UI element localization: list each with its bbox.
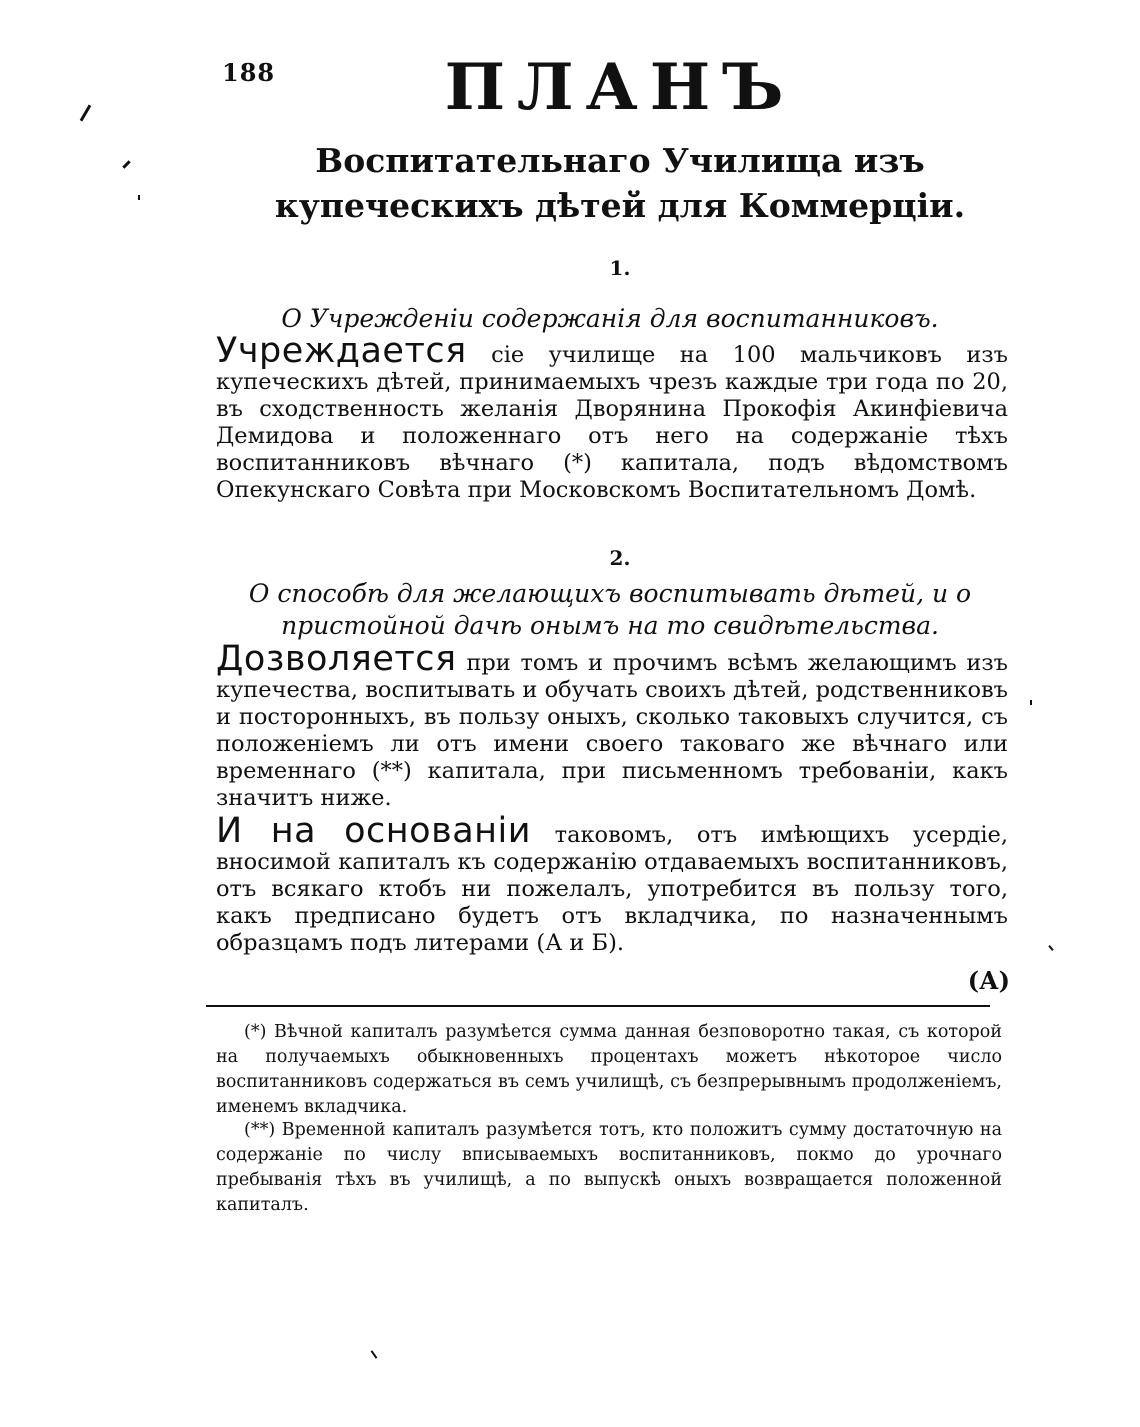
page-number: 188 [222,58,276,87]
section-1-number: 1. [609,256,631,280]
section-1-heading: О Учрежденіи содержанія для воспитанниковъ. [281,304,939,333]
scan-speck [371,1350,378,1359]
paragraph-text: сіе училище на 100 мальчиковъ изъ купеческихъ дѣтей, принимаемыхъ чрезъ каждые три года по 20, въ сходственность желанія Дворянина Прокофія Акинфіевича Демидова и положеннаго отъ него на содержаніе тѣхъ воспитанниковъ вѣчнаго (*) капитала, подъ вѣдомствомъ Опекунскаго Совѣта при Московскомъ Воспитательномъ Домѣ. [216,342,1008,503]
section-1-paragraph [216,331,1008,504]
scan-speck [1030,700,1032,705]
scan-speck [122,160,130,168]
paragraph-text: при томъ и прочимъ всѣмъ желающимъ изъ купечества, воспитывать и обучать своихъ дѣтей, родственниковъ и посторонныхъ, въ пользу оныхъ, сколько таковыхъ случится, съ положеніемъ ли отъ имени своего таковаго же вѣчнаго или временнаго (**) капитала, при письменномъ требованіи, какъ значитъ ниже. [216,650,1008,811]
section-2-heading: О способѣ для желающихъ воспитывать дѣтей, и о пристойной дачѣ онымъ на то свидѣтельства. [248,579,972,640]
scan-speck [80,104,92,121]
footnote-1: (*) Вѣчной капиталъ разумѣется сумма данная безповоротно такая, съ которой на получаемыхъ обыкновенныхъ процентахъ можетъ нѣкоторое число воспитанниковъ содержаться въ семъ училищѣ, съ безпрерывнымъ продолженіемъ, именемъ вкладчика. [216,1022,1002,1117]
page-subtitle: Воспитательнаго Училища изъ купеческихъ дѣтей для Коммерціи. [274,141,966,225]
paragraph-lead-word: Учреждается [216,331,467,371]
section-2-paragraph-2 [216,811,1008,957]
paragraph-lead-word: И на основаніи [216,811,532,851]
scan-speck [1048,945,1053,951]
footnote-divider [206,1005,990,1007]
footnote-2: (**) Временной капиталъ разумѣется тотъ, кто положитъ сумму достаточную на содержаніе по числу вписываемыхъ воспитанниковъ, покмо до урочнаго пребыванія тѣхъ въ училищѣ, а по выпускѣ оныхъ возвращается положенной капиталъ. [216,1120,1002,1215]
paragraph-lead-word: Дозволяется [216,639,457,679]
scan-speck [138,195,140,200]
paragraph-text: таковомъ, отъ имѣющихъ усердіе, вносимой капиталъ къ содержанію отдаваемыхъ воспитанниковъ, отъ всякаго ктобъ ни пожелалъ, употребится въ пользу того, какъ предписано будетъ отъ вкладчика, по назначеннымъ образцамъ подъ литерами (А и Б). [216,822,1008,956]
section-2-paragraph-1 [216,639,1008,812]
page-title: ПЛАНЪ [444,50,796,125]
continuation-marker: (А) [967,966,1010,995]
section-2-number: 2. [609,546,631,570]
